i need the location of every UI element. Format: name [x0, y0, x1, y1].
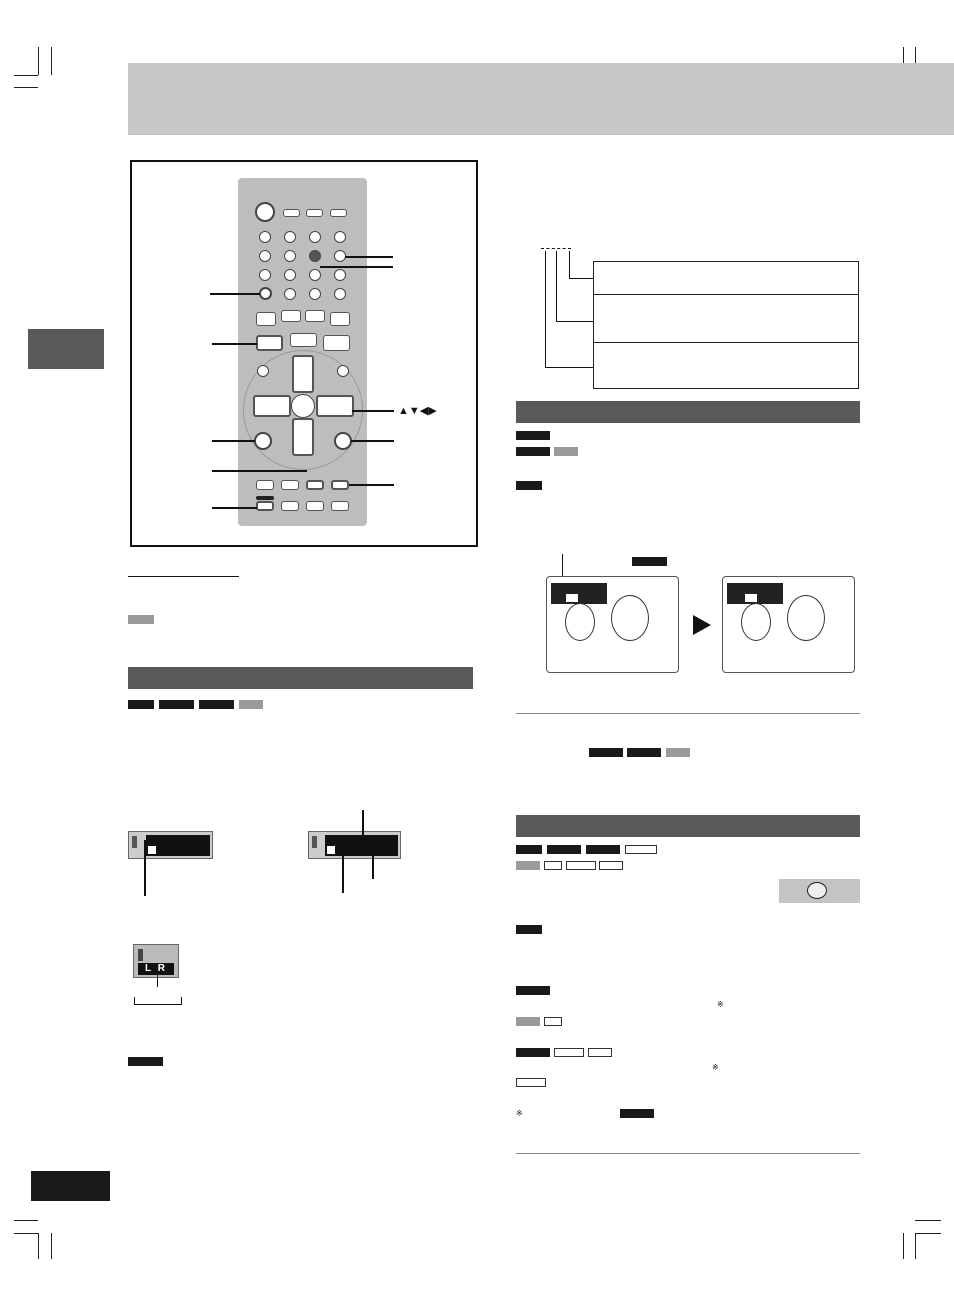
stop-button[interactable] [256, 335, 283, 351]
crop-mark [14, 87, 38, 88]
remote-button[interactable] [283, 209, 300, 217]
callout-line [342, 853, 344, 893]
speaker-icon [138, 949, 148, 961]
callout-line [210, 293, 260, 295]
format-badge [516, 1078, 546, 1087]
callout-line [372, 853, 374, 879]
cursor-arrows-label: ▲▼◀▶ [398, 405, 437, 417]
speaker-icon [132, 836, 142, 848]
remote-button[interactable] [334, 288, 346, 300]
header-band [128, 63, 954, 135]
remote-button[interactable] [330, 312, 350, 326]
enter-button[interactable] [291, 394, 315, 418]
connector-line [556, 251, 557, 322]
lr-label: L R [138, 963, 174, 975]
remote-button[interactable] [306, 209, 323, 217]
remote-button[interactable] [257, 365, 269, 377]
crop-mark [51, 47, 52, 75]
format-badge [554, 447, 578, 456]
format-badge [586, 845, 620, 854]
format-badge [516, 431, 550, 440]
format-badge [516, 986, 550, 995]
callout-line [345, 256, 393, 258]
crop-mark [915, 1233, 916, 1259]
skip-forward-button[interactable] [281, 480, 299, 490]
format-badge [128, 1057, 163, 1066]
format-badge [516, 481, 542, 490]
number-button-7[interactable] [284, 269, 296, 281]
format-badge [199, 700, 234, 709]
remote-button[interactable] [331, 501, 349, 511]
format-badge [516, 1048, 550, 1057]
down-button[interactable] [292, 418, 314, 456]
section-heading-bar [128, 667, 473, 689]
number-button-1[interactable] [284, 231, 296, 243]
page-number-tab [31, 1171, 110, 1201]
highlighted-button[interactable] [259, 287, 272, 300]
format-badge [159, 700, 194, 709]
format-badge [544, 861, 562, 870]
right-button[interactable] [316, 395, 354, 417]
divider [516, 1153, 860, 1154]
remote-button[interactable] [259, 269, 271, 281]
highlighted-bottom-button[interactable] [256, 501, 274, 511]
format-badge [589, 748, 623, 757]
triangle-right-icon [693, 615, 711, 635]
crop-mark [14, 1220, 38, 1221]
number-button-0[interactable] [309, 288, 321, 300]
callout-line [144, 840, 146, 896]
callout-line [349, 484, 394, 486]
table-row [593, 342, 859, 389]
chapter-tab [28, 329, 104, 369]
remote-button[interactable] [259, 231, 271, 243]
connector-line [569, 251, 570, 279]
osd-indicator [745, 594, 757, 602]
slow-search-forward-button[interactable] [331, 480, 349, 490]
footnote-marker: ※ [712, 1063, 719, 1072]
screen-osd [551, 583, 607, 604]
format-badge [627, 748, 661, 757]
crop-mark [14, 75, 38, 76]
divider [516, 713, 860, 714]
remote-button[interactable] [305, 310, 325, 322]
section-heading-bar [516, 401, 860, 423]
osd-black-field [325, 835, 398, 856]
format-badge [566, 861, 596, 870]
callout-line [212, 440, 255, 442]
number-button-2[interactable] [309, 231, 321, 243]
remote-label-plate [256, 496, 274, 500]
connector-line [556, 321, 593, 322]
osd-indicator [148, 846, 156, 854]
table-row [593, 261, 859, 295]
callout-line [157, 975, 158, 987]
crop-mark [38, 47, 39, 75]
skip-back-button[interactable] [256, 480, 274, 490]
remote-button[interactable] [306, 501, 324, 511]
remote-button[interactable] [259, 250, 271, 262]
format-badge [620, 1109, 654, 1118]
format-badge [625, 845, 657, 854]
callout-line [212, 343, 257, 345]
divider [128, 576, 239, 577]
crop-mark [51, 1233, 52, 1259]
format-badge [516, 447, 550, 456]
number-button-3[interactable] [334, 231, 346, 243]
power-button[interactable] [255, 202, 275, 222]
slow-search-back-button[interactable] [306, 480, 324, 490]
crop-mark [38, 1233, 39, 1259]
format-badge [544, 1017, 562, 1026]
callout-line [212, 470, 307, 472]
number-button-9[interactable] [334, 269, 346, 281]
crop-mark [14, 1233, 38, 1234]
connector-line [545, 251, 546, 368]
callout-line [352, 410, 394, 412]
osd-indicator [566, 594, 578, 602]
connector-line [545, 367, 593, 368]
format-badge [554, 1048, 584, 1057]
connector-line [569, 278, 593, 279]
remote-button[interactable] [337, 365, 349, 377]
remote-button[interactable] [284, 288, 296, 300]
format-badge [588, 1048, 612, 1057]
cycle-arrow [134, 997, 182, 1005]
footnote-marker: ※ [717, 1000, 724, 1009]
format-badge [239, 700, 263, 709]
crop-mark [915, 1220, 941, 1221]
person-illustration [741, 603, 771, 641]
person-illustration [611, 595, 649, 641]
format-badge [632, 557, 667, 566]
crop-mark [915, 1233, 941, 1234]
speaker-icon [312, 836, 322, 848]
right-lower-button[interactable] [334, 432, 352, 450]
play-button[interactable] [323, 335, 350, 351]
disc-icon [807, 882, 827, 899]
format-badge [516, 861, 540, 870]
callout-line [320, 266, 393, 268]
number-button-8[interactable] [309, 269, 321, 281]
pause-button[interactable] [290, 333, 317, 347]
person-illustration [565, 603, 595, 641]
format-badge [128, 615, 154, 624]
format-badge [516, 925, 542, 934]
callout-line [351, 440, 394, 442]
format-badge [128, 700, 154, 709]
left-button[interactable] [253, 395, 291, 417]
number-button-4[interactable] [284, 250, 296, 262]
osd-indicator [327, 846, 335, 854]
format-badge [599, 861, 623, 870]
footnote-marker: ※ [516, 1109, 523, 1118]
up-button[interactable] [292, 355, 314, 393]
format-badge [547, 845, 581, 854]
callout-line [362, 810, 364, 836]
table-row [593, 294, 859, 343]
format-badge [666, 748, 690, 757]
format-badge [516, 845, 542, 854]
remote-button[interactable] [281, 310, 301, 322]
section-heading-bar [516, 815, 860, 837]
callout-line [212, 507, 257, 509]
crop-mark [903, 1233, 904, 1259]
format-badge [516, 1017, 540, 1026]
remote-button[interactable] [281, 501, 299, 511]
remote-button[interactable] [330, 209, 347, 217]
number-button-5[interactable] [309, 250, 321, 262]
person-illustration [787, 595, 825, 641]
left-lower-button[interactable] [254, 432, 272, 450]
remote-button[interactable] [256, 312, 276, 326]
